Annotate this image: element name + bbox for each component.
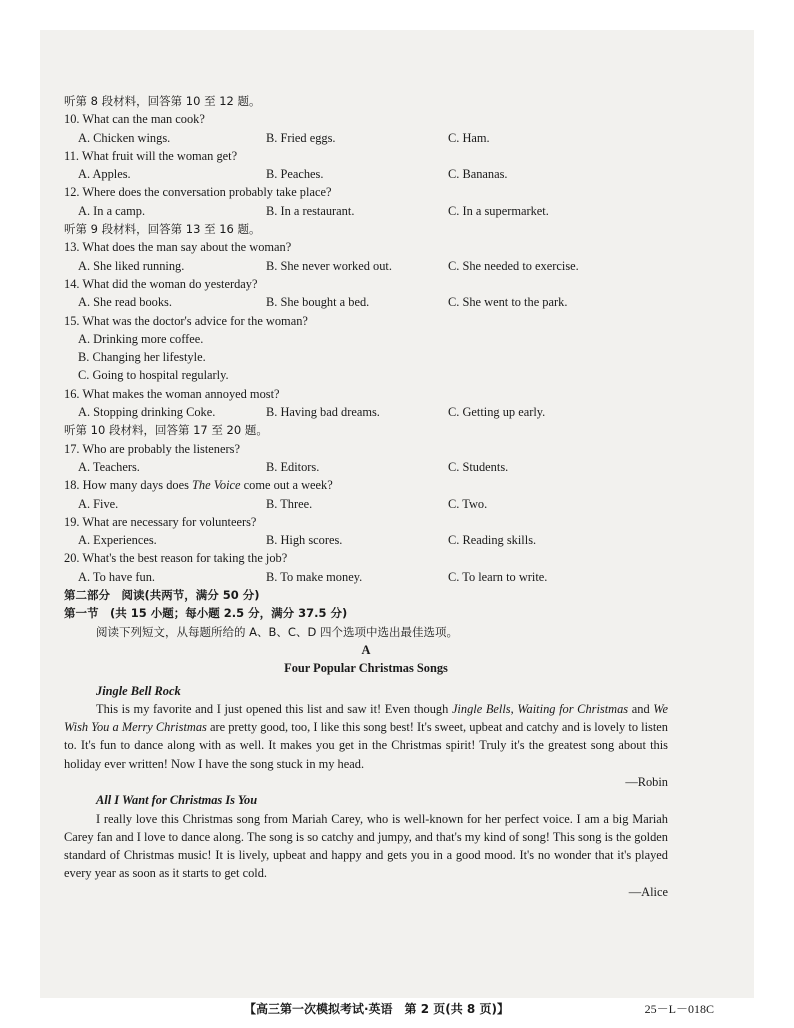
- footer-code: 25－L－018C: [644, 1002, 714, 1016]
- show-title: The Voice: [192, 478, 241, 493]
- page-content: [64, 92, 668, 901]
- option-c: C. Students.: [448, 459, 509, 474]
- section-intro-8: 听第 8 段材料，回答第 10 至 12 题。: [64, 94, 261, 108]
- option-b: B. Fried eggs.: [266, 130, 336, 145]
- option-c: C. Bananas.: [448, 167, 508, 182]
- song-name: Jingle Bells: [451, 701, 511, 716]
- song1-review: This is my favorite and I just opened this list and saw it! Even though Jingle Bells, Waiting for Christmas and We Wish You a Merry Christmas are pretty good, too, I like this song best! It's sweet, upbeat and catchy and is lovely to listen to. It's fun to dance along with as well. It makes you get in the Christmas spirit! Truly it's the greatest song about this holiday ever written! Now I have the song stuck in my head.: [64, 701, 668, 771]
- option-c: C. Getting up early.: [448, 405, 546, 420]
- option-c: C. Ham.: [448, 130, 490, 145]
- option-b: B. To make money.: [266, 569, 363, 584]
- question-16: 16. What makes the woman annoyed most?: [64, 386, 280, 401]
- question-17-options: [64, 458, 668, 476]
- question-14-options: [64, 293, 668, 311]
- question-15-option-c: C. Going to hospital regularly.: [78, 368, 229, 383]
- question-20-options: [64, 568, 668, 586]
- question-17: 17. Who are probably the listeners?: [64, 441, 240, 456]
- passage-letter: A: [361, 642, 371, 657]
- question-18-options: [64, 495, 668, 513]
- footer-label: 【高三第一次模拟考试·英语 第 2 页(共 8 页)】: [244, 1002, 509, 1016]
- option-b: B. High scores.: [266, 533, 343, 548]
- option-b: B. Peaches.: [266, 167, 324, 182]
- section-intro-9: 听第 9 段材料，回答第 13 至 16 题。: [64, 222, 261, 237]
- option-a: A. To have fun.: [78, 569, 156, 584]
- question-19-options: [64, 531, 668, 549]
- question-13-options: [64, 257, 668, 275]
- option-c: C. In a supermarket.: [448, 203, 549, 218]
- song-name: Waiting for Christmas: [517, 701, 629, 716]
- question-12-options: [64, 202, 668, 220]
- page-footer: [244, 1000, 714, 1017]
- option-a: A. Chicken wings.: [78, 130, 171, 145]
- question-12: 12. Where does the conversation probably take place?: [64, 185, 332, 200]
- question-13: 13. What does the man say about the woman?: [64, 240, 292, 255]
- option-a: A. She liked running.: [78, 258, 185, 273]
- question-16-options: [64, 403, 668, 421]
- option-a: A. She read books.: [78, 295, 172, 310]
- option-c: C. To learn to write.: [448, 569, 548, 584]
- option-c: C. Two.: [448, 496, 488, 511]
- song-name: We Wish You a Merry Christmas: [64, 701, 668, 735]
- passage-title: Four Popular Christmas Songs: [284, 661, 448, 676]
- option-b: B. She bought a bed.: [266, 295, 370, 310]
- option-c: C. She needed to exercise.: [448, 258, 579, 273]
- option-c: C. Reading skills.: [448, 533, 537, 548]
- song1-title: Jingle Bell Rock: [96, 683, 181, 698]
- option-a: A. Stopping drinking Coke.: [78, 405, 216, 420]
- part2-heading: 第二部分 阅读(共两节，满分 50 分): [64, 588, 260, 603]
- question-10-options: [64, 129, 668, 147]
- reading-directions: 阅读下列短文，从每题所给的 A、B、C、D 四个选项中选出最佳选项。: [96, 624, 458, 639]
- question-15: 15. What was the doctor's advice for the woman?: [64, 313, 308, 328]
- song2-review: I really love this Christmas song from Mariah Carey, who is well-known for her perfect voice. I am a big Mariah Carey fan and I love to dance along. The song is so catchy and jumpy, and that's my kind of song! This song is the golden standard of Christmas music! It is lively, upbeat and happy and gets you in a good mood. It's no wonder that it's played every year as soon as it starts to get cold.: [64, 811, 668, 881]
- option-b: B. Having bad dreams.: [266, 405, 380, 420]
- question-15-option-a: A. Drinking more coffee.: [78, 331, 204, 346]
- question-20: 20. What's the best reason for taking the job?: [64, 551, 288, 566]
- question-11-options: [64, 165, 668, 183]
- option-b: B. She never worked out.: [266, 258, 392, 273]
- question-15-option-b: B. Changing her lifestyle.: [78, 350, 206, 365]
- option-b: B. In a restaurant.: [266, 203, 355, 218]
- option-b: B. Editors.: [266, 459, 320, 474]
- song2-signature: —Alice: [628, 884, 668, 899]
- option-a: A. Five.: [78, 496, 119, 511]
- section-intro-10: 听第 10 段材料，回答第 17 至 20 题。: [64, 423, 268, 438]
- song2-title: All I Want for Christmas Is You: [96, 793, 258, 808]
- option-a: A. In a camp.: [78, 203, 146, 218]
- question-10: 10. What can the man cook?: [64, 112, 205, 127]
- option-a: A. Experiences.: [78, 533, 157, 548]
- option-c: C. She went to the park.: [448, 295, 568, 310]
- question-14: 14. What did the woman do yesterday?: [64, 276, 258, 291]
- section1-heading: 第一节 (共 15 小题；每小题 2.5 分，满分 37.5 分): [64, 606, 348, 621]
- question-11: 11. What fruit will the woman get?: [64, 148, 238, 163]
- option-a: A. Apples.: [78, 167, 131, 182]
- question-18: 18. How many days does The Voice come out a week?: [64, 478, 333, 493]
- option-b: B. Three.: [266, 496, 313, 511]
- option-a: A. Teachers.: [78, 459, 140, 474]
- song1-signature: —Robin: [625, 774, 668, 789]
- question-19: 19. What are necessary for volunteers?: [64, 514, 257, 529]
